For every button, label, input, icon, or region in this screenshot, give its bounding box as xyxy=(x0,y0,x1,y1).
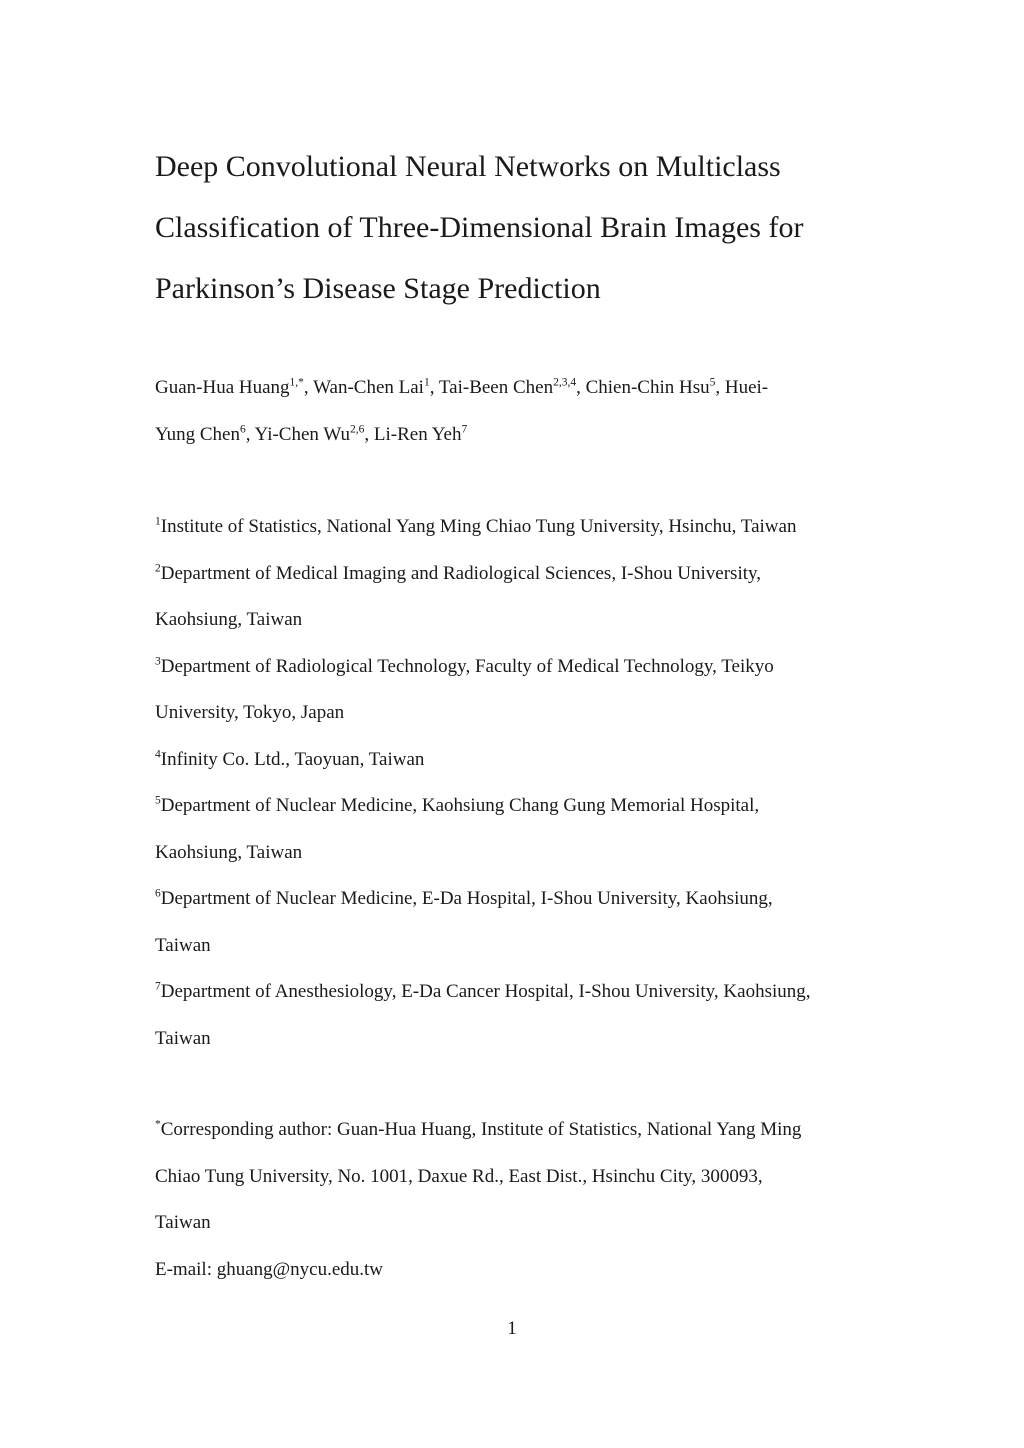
author-affil-mark: 7 xyxy=(461,423,468,436)
author-name: Wan-Chen Lai xyxy=(313,377,424,398)
affil-number: 2 xyxy=(155,562,161,575)
page-number: 1 xyxy=(507,1318,517,1339)
title-line: Parkinson’s Disease Stage Prediction xyxy=(155,272,601,305)
author-name: Huei- xyxy=(724,377,769,398)
affiliation-5: $^5$Department of Nuclear Medicine, Kaohsiung Chang Gung Memorial Hospital, Kaohsiung, Taiwan xyxy=(155,794,760,863)
affil-number: 3 xyxy=(155,655,161,668)
author-affil-mark: 2,3,4 xyxy=(553,376,577,389)
affil-number: 1 xyxy=(155,515,161,528)
author-line: Yung Chen$^6$, Yi-Chen Wu$^{2,6}$, Li-Ren Yeh$^7$ xyxy=(155,423,468,445)
author-name: Guan-Hua Huang xyxy=(155,377,290,398)
corresponding-mark: * xyxy=(155,1118,161,1131)
affiliation-7: $^7$Department of Anesthesiology, E-Da Cancer Hospital, I-Shou University, Kaohsiung, Taiwan xyxy=(155,980,811,1049)
affiliation-1: $^1$Institute of Statistics, National Yang Ming Chiao Tung University, Hsinchu, Taiwan xyxy=(155,515,797,537)
paper-title xyxy=(155,136,875,319)
affil-number: 4 xyxy=(155,748,161,761)
author-name: Yi-Chen Wu xyxy=(254,424,350,445)
author-name: Chien-Chin Hsu xyxy=(585,377,710,398)
author-name: Tai-Been Chen xyxy=(438,377,554,398)
author-affil-mark: 6 xyxy=(239,423,246,436)
author-affil-mark: 1 xyxy=(423,376,430,389)
affiliation-6: $^6$Department of Nuclear Medicine, E-Da Hospital, I-Shou University, Kaohsiung, Taiwan xyxy=(155,887,773,956)
title-line: Deep Convolutional Neural Networks on Multiclass xyxy=(155,150,781,183)
author-affil-mark: 5 xyxy=(709,376,716,389)
affil-number: 5 xyxy=(155,794,161,807)
affiliation-2: $^2$Department of Medical Imaging and Radiological Sciences, I-Shou University, Kaohsiung, Taiwan xyxy=(155,562,762,630)
author-affil-mark: 1,* xyxy=(289,376,304,389)
affil-number: 6 xyxy=(155,887,161,900)
author-line: Guan-Hua Huang$^{1,*}$, Wan-Chen Lai$^1$, Tai-Been Chen$^{2,3,4}$, Chien-Chin Hsu$^5$, Huei- xyxy=(155,376,769,398)
author-name: Yung Chen xyxy=(155,424,240,445)
affiliation-3: $^3$Department of Radiological Technology, Faculty of Medical Technology, Teikyo University, Tokyo, Japan xyxy=(155,655,774,723)
author-list xyxy=(155,364,875,458)
corresponding-author: *Corresponding author: Guan-Hua Huang, Institute of Statistics, National Yang Ming Chiao Tung University, No. 1001, Daxue Rd., East Dist., Hsinchu City, 300093, Taiwan E-mail: ghuang@nycu.edu.tw xyxy=(155,1107,875,1293)
author-name: Li-Ren Yeh xyxy=(373,424,462,445)
affiliation-4: $^4$Infinity Co. Ltd., Taoyuan, Taiwan xyxy=(155,748,425,770)
affil-number: 7 xyxy=(155,980,161,993)
title-line: Classification of Three-Dimensional Brain Images for xyxy=(155,211,804,244)
affiliation-list xyxy=(155,504,875,1062)
author-affil-mark: 2,6 xyxy=(350,423,365,436)
email: E-mail: ghuang@nycu.edu.tw xyxy=(155,1258,384,1280)
